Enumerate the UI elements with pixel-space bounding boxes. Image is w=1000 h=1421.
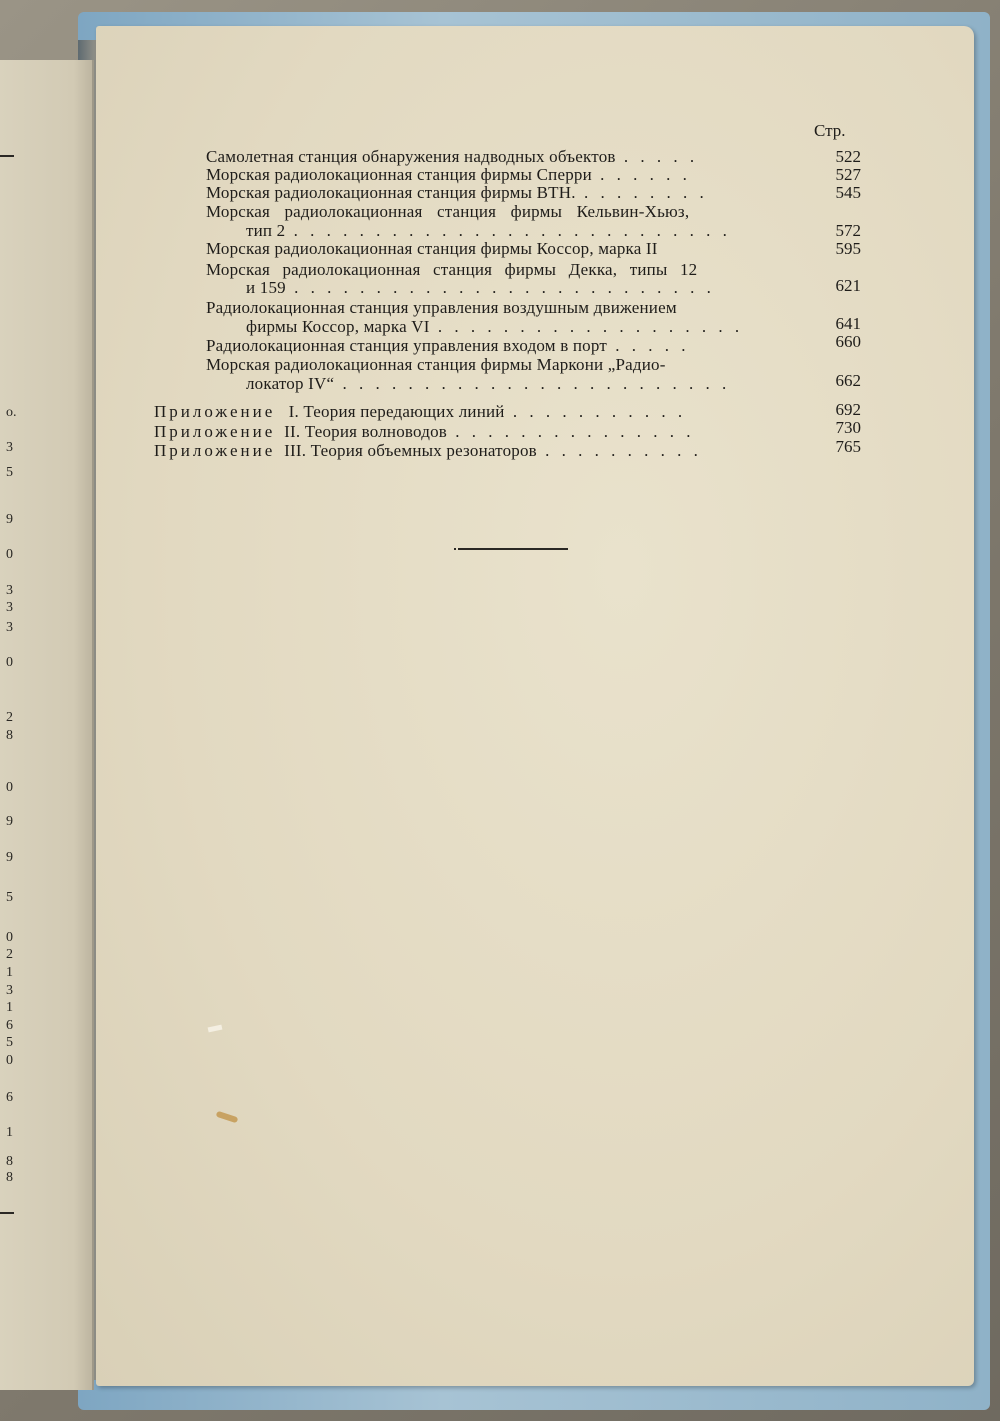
toc-entry: Морская радиолокационная станция фирмы Коссор, марка II (206, 239, 658, 258)
facing-page-number: 8 (6, 1170, 13, 1185)
toc-entry: Радиолокационная станция управления воздушным движением (206, 298, 677, 317)
toc-entry: Самолетная станция обнаружения надводных объектов . . . . . (206, 147, 699, 166)
toc-page-number: 595 (835, 239, 861, 258)
appendix-entry: Приложение III. Теория объемных резонаторов . . . . . . . . . . (154, 441, 702, 460)
appendix-page-number: 692 (835, 400, 861, 419)
facing-page-number: 3 (6, 983, 13, 998)
facing-page-number: 0 (6, 930, 13, 945)
toc-entry: Морская радиолокационная станция фирмы Сперри . . . . . . (206, 165, 691, 184)
facing-page-number: 5 (6, 890, 13, 905)
toc-page-number: 545 (835, 183, 861, 202)
appendix-entry: Приложение I. Теория передающих линий . . . . . . . . . . . (154, 402, 687, 421)
appendix-page-number: 765 (835, 437, 861, 456)
facing-page-number: 6 (6, 1018, 13, 1033)
toc-entry: Морская радиолокационная станция фирмы Кельвин-Хьюз, (206, 202, 690, 221)
toc-page-number: 572 (835, 221, 861, 240)
toc-entry-continuation: фирмы Коссор, марка VI . . . . . . . . . . . . . . . . . . . (246, 317, 744, 336)
section-divider (458, 548, 568, 550)
facing-page-number: 2 (6, 710, 13, 725)
facing-page-number: 1 (6, 965, 13, 980)
toc-entry: Радиолокационная станция управления входом в порт . . . . . (206, 336, 690, 355)
facing-page-number: 3 (6, 440, 13, 455)
toc-page-number: 660 (835, 332, 861, 351)
toc-page-number: 621 (835, 276, 861, 295)
facing-page-number: 8 (6, 728, 13, 743)
paper-speck (208, 1025, 223, 1033)
facing-page-number: о. (6, 405, 17, 420)
paper-speck (216, 1111, 239, 1124)
table-of-contents (96, 26, 974, 626)
facing-page-number: 5 (6, 1035, 13, 1050)
toc-page-number: 641 (835, 314, 861, 333)
toc-entry: Морская радиолокационная станция фирмы BTH. . . . . . . . . (206, 183, 708, 202)
facing-page-number: 3 (6, 583, 13, 598)
page-column-header: Стр. (814, 121, 846, 140)
facing-page-number: 0 (6, 780, 13, 795)
facing-page-number: 1 (6, 1125, 13, 1140)
facing-page-number: 0 (6, 547, 13, 562)
facing-page-number: 5 (6, 465, 13, 480)
facing-page-number: 2 (6, 947, 13, 962)
facing-page-rule (0, 1212, 14, 1214)
toc-entry: Морская радиолокационная станция фирмы Декка, типы 12 (206, 260, 698, 279)
toc-page-number: 527 (835, 165, 861, 184)
toc-entry-continuation: локатор IV“ . . . . . . . . . . . . . . . . . . . . . . . . (246, 374, 731, 393)
facing-page-number: 9 (6, 814, 13, 829)
appendix-entry: Приложение II. Теория волноводов . . . . . . . . . . . . . . . (154, 422, 695, 441)
facing-page-number: 0 (6, 1053, 13, 1068)
right-page (96, 26, 974, 1386)
facing-page-number: 9 (6, 850, 13, 865)
left-page (0, 60, 94, 1390)
facing-page-number: 8 (6, 1154, 13, 1169)
toc-page-number: 662 (835, 371, 861, 390)
facing-page-number: 1 (6, 1000, 13, 1015)
facing-page-number: 0 (6, 655, 13, 670)
appendix-page-number: 730 (835, 418, 861, 437)
facing-page-rule (0, 155, 14, 157)
toc-entry-continuation: и 159 . . . . . . . . . . . . . . . . . . . . . . . . . . (246, 278, 715, 297)
toc-page-number: 522 (835, 147, 861, 166)
facing-page-number: 6 (6, 1090, 13, 1105)
toc-entry-continuation: тип 2 . . . . . . . . . . . . . . . . . . . . . . . . . . . (246, 221, 731, 240)
facing-page-number: 9 (6, 512, 13, 527)
toc-entry: Морская радиолокационная станция фирмы Маркони „Радио- (206, 355, 666, 374)
facing-page-number: 3 (6, 600, 13, 615)
facing-page-number: 3 (6, 620, 13, 635)
